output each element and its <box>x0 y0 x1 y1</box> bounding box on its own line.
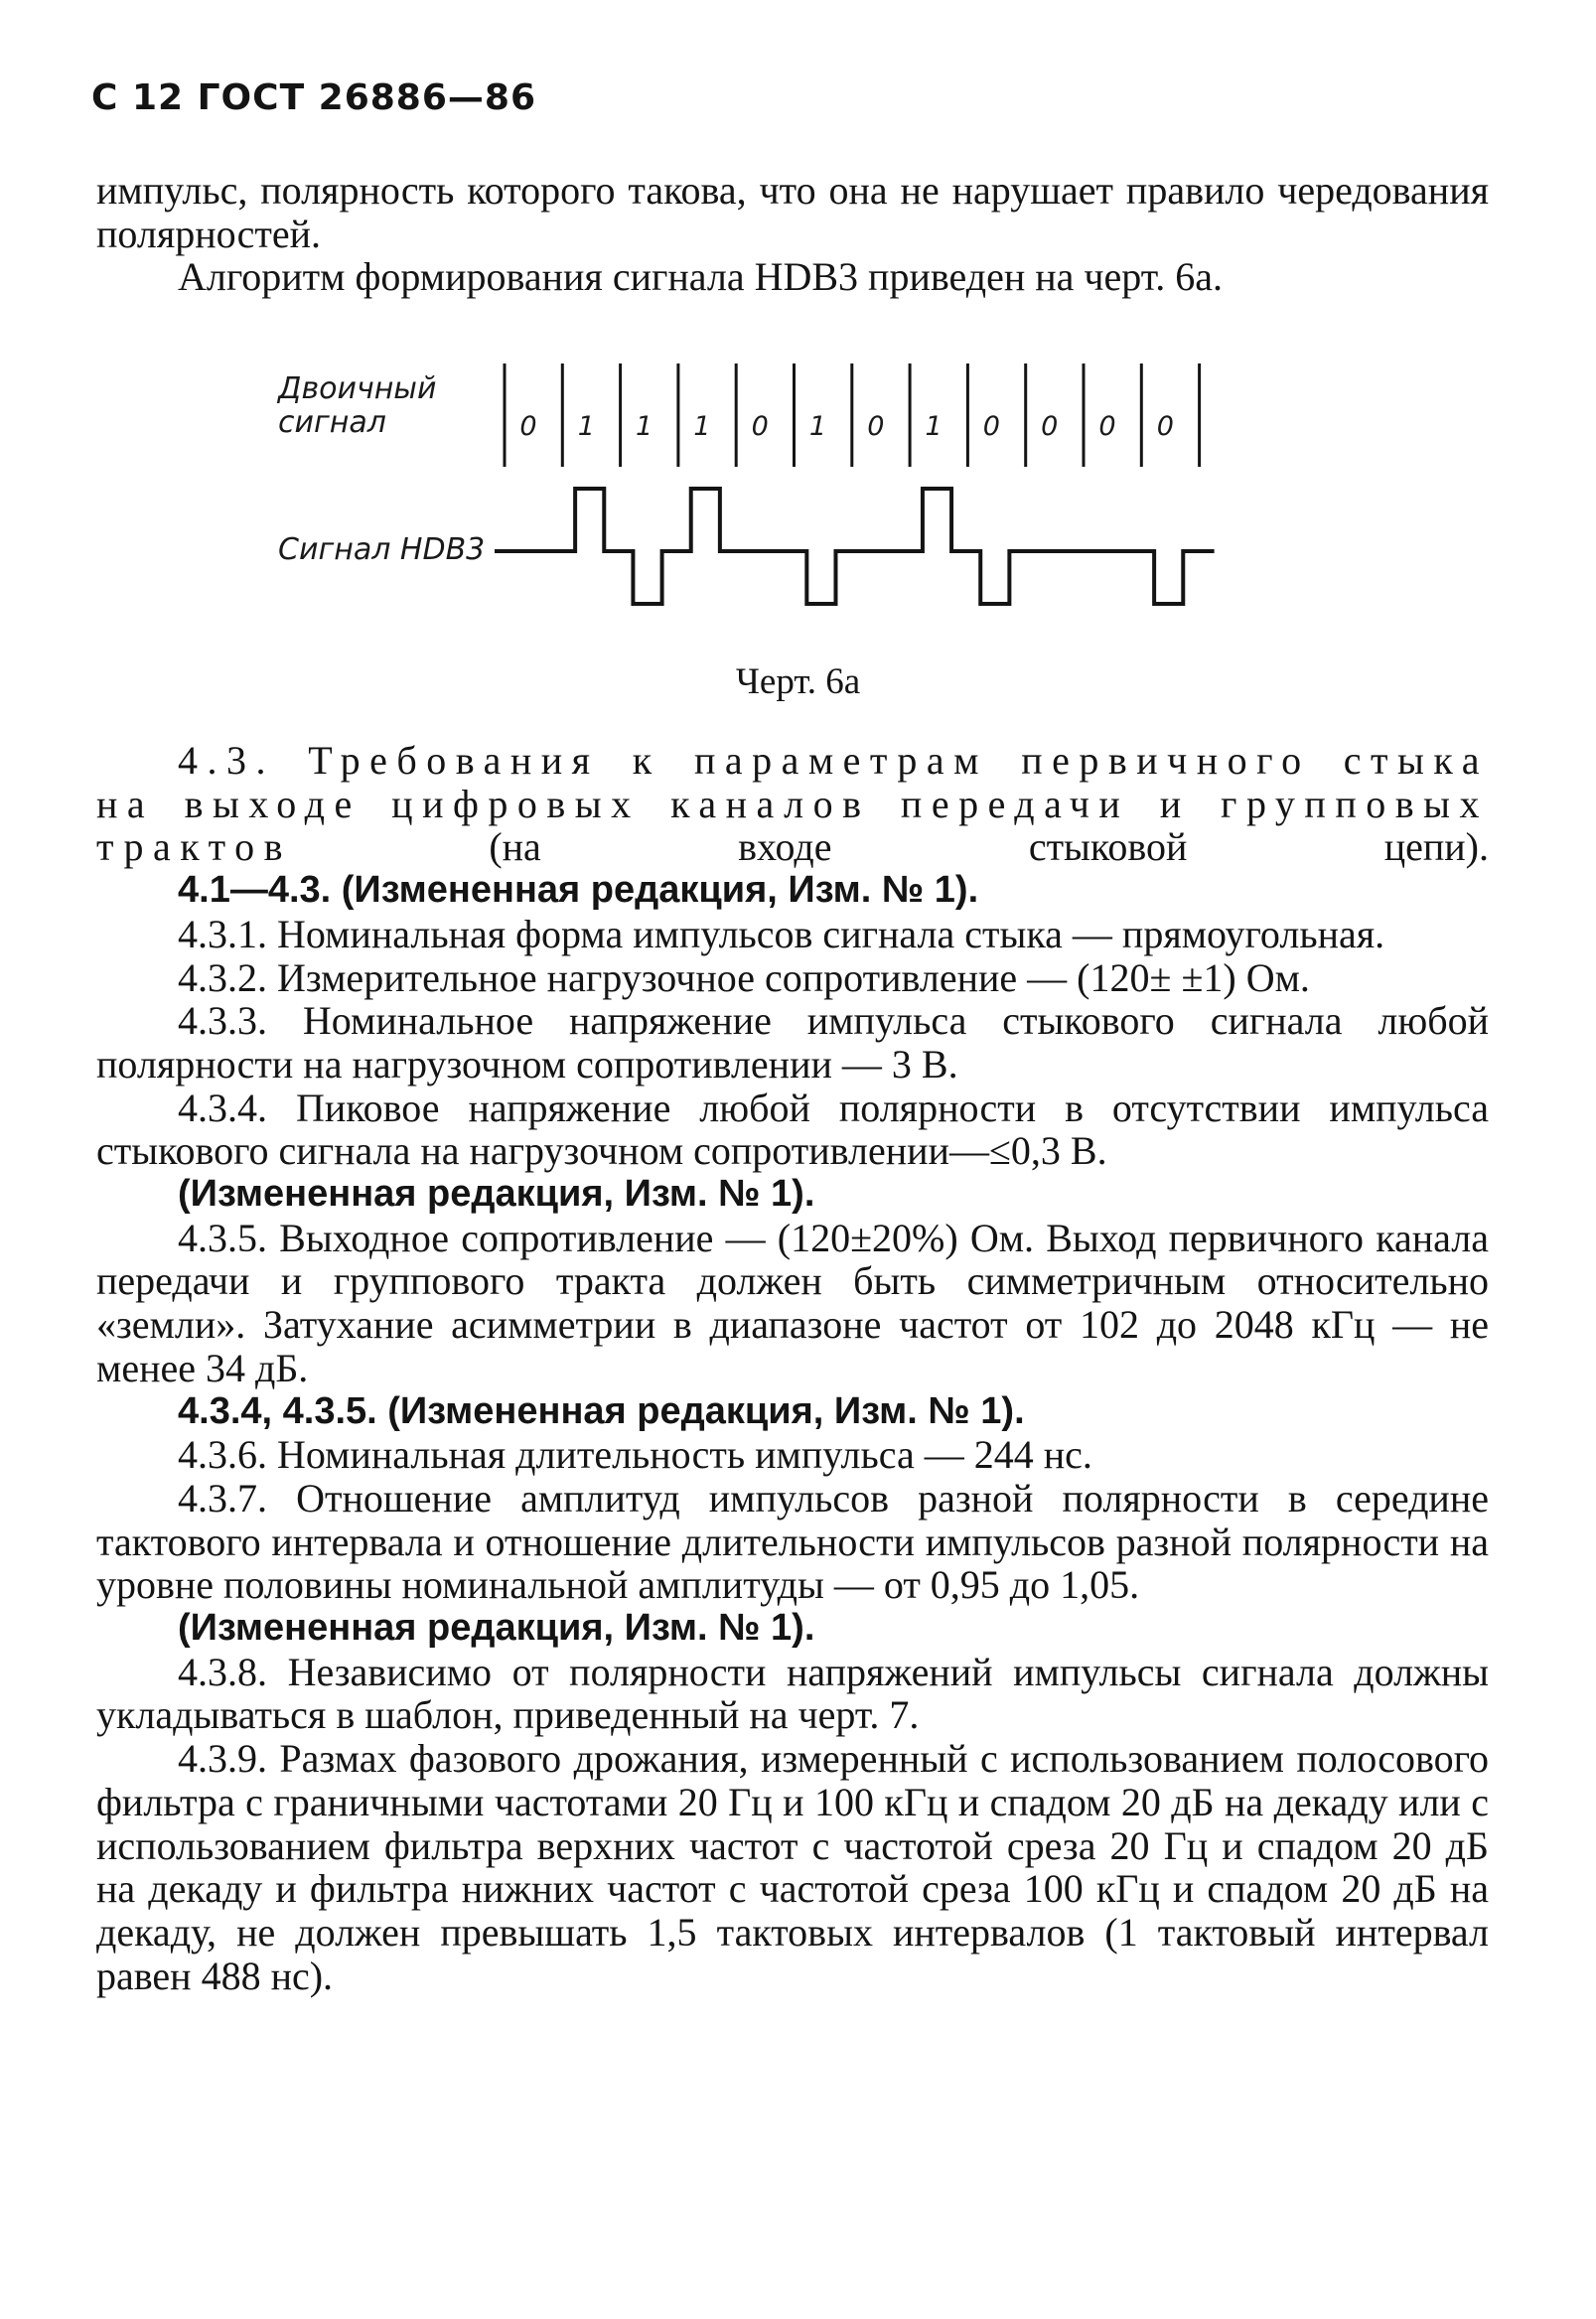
bit-digit-7: 1 <box>925 411 943 442</box>
positive-pulse-3 <box>691 489 720 551</box>
page-header <box>91 77 536 118</box>
bit-digit-5: 1 <box>808 411 827 442</box>
bit-digit-9: 0 <box>1041 411 1059 442</box>
hdb3-signal-label: Сигнал HDB3 <box>278 532 486 567</box>
bit-digit-11: 0 <box>1156 411 1174 442</box>
hdb3-diagram <box>0 348 1596 646</box>
clause-4-3-5: 4.3.5. Выходное сопротивление — (120±20%) Ом. Выход первичного канала передачи и группового тракта должен быть симметричным относительно «земли». Затухание асимметрии в диапазоне частот от 102 до 2048 кГц — не менее 34 дБ. <box>96 1215 1489 1390</box>
figure-6a <box>0 348 1596 705</box>
intro-paragraph-2: Алгоритм формирования сигнала HDB3 приведен на черт. 6а. <box>178 254 1223 300</box>
clause-4-3-4: 4.3.4. Пиковое напряжение любой полярности в отсутствии импульса стыкового сигнала на нагрузочном сопротивлении—≤0,3 В. <box>96 1085 1489 1174</box>
bit-digit-10: 0 <box>1098 411 1116 442</box>
section-4-3-title-tail: (на входе стыковой цепи). <box>291 824 1489 870</box>
negative-pulse-2 <box>633 551 661 604</box>
main-text <box>96 739 1489 1997</box>
intro-text <box>96 169 1489 299</box>
bit-digit-4: 0 <box>751 411 769 442</box>
positive-pulse-7 <box>923 489 951 551</box>
clause-4-3-1: 4.3.1. Номинальная форма импульсов сигнала стыка — прямоугольная. <box>178 911 1385 956</box>
standard-number: ГОСТ 26886—86 <box>197 77 537 118</box>
intro-paragraph-1: импульс, полярность которого такова, что она не нарушает правило чередования полярностей. <box>96 168 1489 256</box>
bit-digit-2: 1 <box>636 411 653 442</box>
amendment-note-1: 4.1—4.3. (Измененная редакция, Изм. № 1). <box>178 869 979 912</box>
positive-pulse-1 <box>575 489 604 551</box>
bit-digit-6: 0 <box>867 411 885 442</box>
figure-caption: Черт. 6а <box>735 661 861 702</box>
negative-pulse-5 <box>806 551 835 604</box>
amendment-note-2: (Измененная редакция, Изм. № 1). <box>178 1173 815 1216</box>
negative-pulse-8 <box>980 551 1009 604</box>
bit-digit-8: 0 <box>982 411 1000 442</box>
bit-digit-0: 0 <box>519 411 537 442</box>
amendment-note-4: (Измененная редакция, Изм. № 1). <box>178 1607 815 1650</box>
clause-4-3-6: 4.3.6. Номинальная длительность импульса — 244 нс. <box>178 1432 1092 1478</box>
clause-4-3-3: 4.3.3. Номинальное напряжение импульса стыкового сигнала любой полярности на нагрузочном сопротивлении — 3 В. <box>96 998 1489 1087</box>
section-4-3-title <box>96 739 1489 869</box>
clause-4-3-8: 4.3.8. Независимо от полярности напряжений импульсы сигнала должны укладываться в шаблон, приведенный на черт. 7. <box>96 1649 1489 1738</box>
clause-4-3-2: 4.3.2. Измерительное нагрузочное сопротивление — (120± ±1) Ом. <box>178 954 1310 1000</box>
clause-4-3-9: 4.3.9. Размах фазового дрожания, измеренный с использованием полосового фильтра с граничными частотами 20 Гц и 100 кГц и спадом 20 дБ на декаду или с использованием фильтра верхних частот с частотой среза 20 Гц и спадом 20 дБ на декаду и фильтра нижних частот с частотой среза 100 кГц и спадом 20 дБ на декаду, не должен превышать 1,5 тактовых интервалов (1 тактовый интервал равен 488 нс). <box>96 1736 1489 1998</box>
amendment-note-3: 4.3.4, 4.3.5. (Измененная редакция, Изм. № 1). <box>178 1389 1025 1432</box>
binary-signal-label-line1: Двоичный <box>278 371 437 406</box>
section-4-3-title-spaced: 4.3. Требования к параметрам первичного стыка на выходе цифровых каналов передачи и групповых трактов <box>96 738 1489 870</box>
clause-4-3-7: 4.3.7. Отношение амплитуд импульсов разной полярности в середине тактового интервала и отношение длительности импульсов разной полярности на уровне половины номинальной амплитуды — от 0,95 до 1,05. <box>96 1475 1489 1608</box>
binary-signal-label-line2: сигнал <box>278 405 386 440</box>
negative-pulse-11 <box>1154 551 1183 604</box>
bit-digit-3: 1 <box>693 411 711 442</box>
bit-digit-1: 1 <box>577 411 595 442</box>
page-number: С 12 <box>91 77 185 118</box>
